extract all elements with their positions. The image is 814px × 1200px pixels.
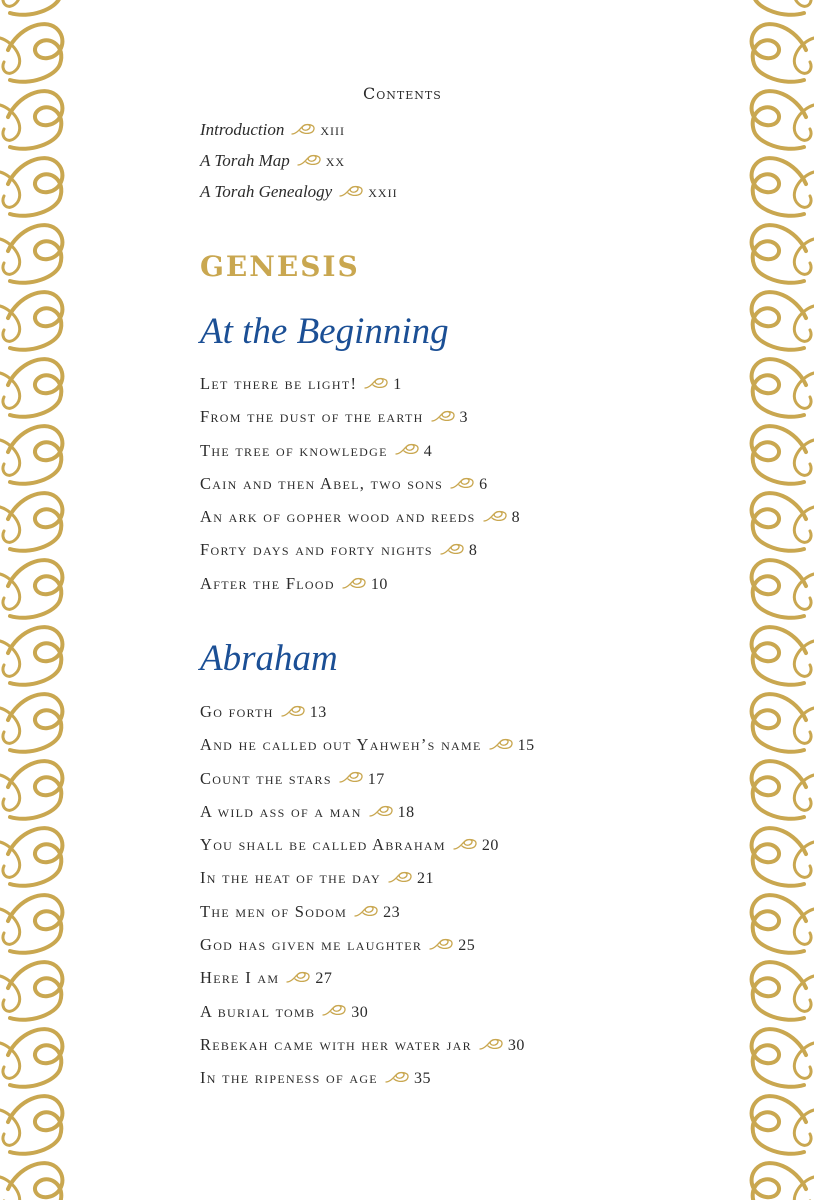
chapter-entry[interactable] bbox=[200, 933, 535, 966]
chapter-title: Rebekah came with her water jar bbox=[200, 1034, 472, 1054]
chapter-entry[interactable] bbox=[200, 372, 520, 405]
swash-ornament-icon bbox=[482, 510, 508, 523]
swash-ornament-icon bbox=[449, 477, 475, 490]
front-matter-item[interactable] bbox=[200, 118, 398, 149]
chapter-title: Go forth bbox=[200, 702, 274, 721]
chapter-entry[interactable] bbox=[200, 538, 520, 571]
border-loop bbox=[794, 373, 814, 408]
border-loop bbox=[0, 1110, 20, 1145]
border-loop bbox=[794, 440, 814, 475]
chapter-entry[interactable] bbox=[200, 966, 535, 999]
chapter-title: From the dust of the earth bbox=[200, 407, 424, 427]
swash-ornament-icon bbox=[452, 838, 478, 851]
front-matter-page: xx bbox=[325, 151, 346, 170]
swash-ornament-icon bbox=[394, 443, 420, 456]
chapter-title: In the ripeness of age bbox=[200, 1068, 378, 1088]
chapter-title: The tree of knowledge bbox=[200, 440, 388, 460]
border-loop bbox=[0, 507, 20, 542]
border-loop bbox=[0, 574, 20, 609]
front-matter-item[interactable] bbox=[200, 149, 398, 180]
chapter-page: 6 bbox=[479, 475, 488, 493]
chapter-entry[interactable] bbox=[200, 700, 535, 733]
chapter-entry[interactable] bbox=[200, 1000, 535, 1033]
border-scroll bbox=[8, 1163, 62, 1200]
border-loop bbox=[0, 105, 20, 140]
border-loop bbox=[0, 976, 20, 1011]
border-loop bbox=[794, 306, 814, 341]
chapter-page: 8 bbox=[468, 542, 478, 560]
chapter-page: 27 bbox=[315, 970, 333, 988]
chapter-title: Here I am bbox=[200, 968, 280, 988]
chapter-title: A wild ass of a man bbox=[200, 801, 362, 821]
chapter-entry[interactable] bbox=[200, 800, 535, 833]
chapter-entry[interactable] bbox=[200, 472, 520, 505]
border-loop bbox=[0, 239, 20, 274]
chapter-title: After the Flood bbox=[200, 573, 335, 593]
swash-ornament-icon bbox=[478, 1038, 504, 1051]
swash-ornament-icon bbox=[338, 185, 364, 198]
swash-ornament-icon bbox=[430, 410, 456, 423]
chapter-title: And he called out Yahweh’s name bbox=[200, 735, 482, 755]
border-loop bbox=[794, 172, 814, 207]
chapter-title: Let there be light! bbox=[200, 374, 358, 393]
swash-ornament-icon bbox=[353, 905, 379, 918]
border-loop bbox=[794, 574, 814, 609]
chapter-list bbox=[200, 372, 520, 605]
left-ornamental-border bbox=[0, 0, 72, 1200]
border-loop bbox=[794, 105, 814, 140]
swash-ornament-icon bbox=[285, 971, 311, 984]
front-matter-list bbox=[200, 118, 398, 211]
border-loop bbox=[0, 306, 20, 341]
border-loop bbox=[0, 0, 20, 6]
chapter-entry[interactable] bbox=[200, 505, 520, 538]
chapter-entry[interactable] bbox=[200, 733, 535, 766]
border-loop bbox=[794, 842, 814, 877]
chapter-page: 20 bbox=[481, 837, 499, 855]
chapter-page: 1 bbox=[393, 376, 402, 393]
chapter-page: 35 bbox=[413, 1070, 431, 1088]
swash-ornament-icon bbox=[428, 938, 454, 951]
chapter-page: 15 bbox=[517, 737, 535, 755]
chapter-page: 30 bbox=[507, 1036, 525, 1054]
swash-ornament-icon bbox=[387, 871, 413, 884]
chapter-entry[interactable] bbox=[200, 405, 520, 438]
border-loop bbox=[0, 708, 20, 743]
chapter-title: God has given me laughter bbox=[200, 935, 423, 955]
border-loop bbox=[794, 708, 814, 743]
border-loop bbox=[0, 38, 20, 73]
front-matter-page: xxii bbox=[368, 182, 398, 201]
right-ornamental-border bbox=[736, 0, 814, 1200]
chapter-title: Count the stars bbox=[200, 768, 332, 788]
swash-ornament-icon bbox=[363, 377, 389, 390]
chapter-entry[interactable] bbox=[200, 833, 535, 866]
front-matter-title: Introduction bbox=[200, 120, 285, 139]
front-matter-item[interactable] bbox=[200, 180, 398, 211]
swash-ornament-icon bbox=[280, 705, 306, 718]
chapter-entry[interactable] bbox=[200, 572, 520, 605]
chapter-list bbox=[200, 700, 535, 1100]
border-loop bbox=[794, 507, 814, 542]
swash-ornament-icon bbox=[384, 1071, 410, 1084]
chapter-entry[interactable] bbox=[200, 866, 535, 899]
chapter-title: An ark of gopher wood and reeds bbox=[200, 507, 476, 527]
border-loop bbox=[0, 172, 20, 207]
border-loop bbox=[794, 909, 814, 944]
chapter-title: You shall be called Abraham bbox=[200, 835, 446, 855]
chapter-title: In the heat of the day bbox=[200, 868, 381, 888]
border-loop bbox=[0, 842, 20, 877]
front-matter-title: A Torah Map bbox=[200, 151, 290, 170]
swash-ornament-icon bbox=[296, 154, 322, 167]
chapter-page: 30 bbox=[351, 1003, 369, 1021]
border-loop bbox=[794, 641, 814, 676]
front-matter-title: A Torah Genealogy bbox=[200, 182, 333, 201]
border-loop bbox=[0, 641, 20, 676]
chapter-page: 17 bbox=[367, 770, 385, 788]
border-loop bbox=[794, 1043, 814, 1078]
chapter-entry[interactable] bbox=[200, 1033, 535, 1066]
chapter-entry[interactable] bbox=[200, 1066, 535, 1099]
border-loop bbox=[794, 38, 814, 73]
chapter-page: 8 bbox=[511, 509, 521, 527]
border-loop bbox=[0, 775, 20, 810]
chapter-title: A burial tomb bbox=[200, 1001, 316, 1021]
border-loop bbox=[794, 0, 814, 6]
chapter-entry[interactable] bbox=[200, 900, 535, 933]
chapter-entry[interactable] bbox=[200, 767, 535, 800]
book-title: GENESIS bbox=[200, 250, 360, 283]
chapter-page: 21 bbox=[416, 870, 434, 888]
swash-ornament-icon bbox=[488, 738, 514, 751]
swash-ornament-icon bbox=[341, 577, 367, 590]
swash-ornament-icon bbox=[368, 805, 394, 818]
swash-ornament-icon bbox=[321, 1004, 347, 1017]
chapter-page: 10 bbox=[370, 575, 388, 593]
border-loop bbox=[794, 1110, 814, 1145]
chapter-page: 23 bbox=[383, 903, 401, 921]
border-loop bbox=[0, 373, 20, 408]
border-loop bbox=[794, 239, 814, 274]
chapter-page: 18 bbox=[397, 803, 415, 821]
part-title: Abraham bbox=[200, 638, 338, 679]
border-loop bbox=[0, 909, 20, 944]
chapter-title: Forty days and forty nights bbox=[200, 540, 433, 560]
chapter-title: The men of Sodom bbox=[200, 901, 348, 921]
front-matter-page: xiii bbox=[320, 120, 346, 139]
swash-ornament-icon bbox=[338, 771, 364, 784]
swash-ornament-icon bbox=[439, 543, 465, 556]
border-loop bbox=[0, 1043, 20, 1078]
border-loop bbox=[0, 440, 20, 475]
chapter-entry[interactable] bbox=[200, 439, 520, 472]
chapter-page: 13 bbox=[309, 704, 327, 721]
chapter-page: 4 bbox=[423, 442, 433, 460]
chapter-page: 25 bbox=[458, 937, 476, 955]
contents-heading: Contents bbox=[363, 84, 442, 103]
border-loop bbox=[794, 775, 814, 810]
chapter-page: 3 bbox=[459, 409, 469, 427]
border-loop bbox=[794, 976, 814, 1011]
swash-ornament-icon bbox=[290, 123, 316, 136]
border-scroll bbox=[752, 1163, 806, 1200]
chapter-title: Cain and then Abel, two sons bbox=[200, 473, 444, 493]
part-title: At the Beginning bbox=[200, 311, 449, 352]
